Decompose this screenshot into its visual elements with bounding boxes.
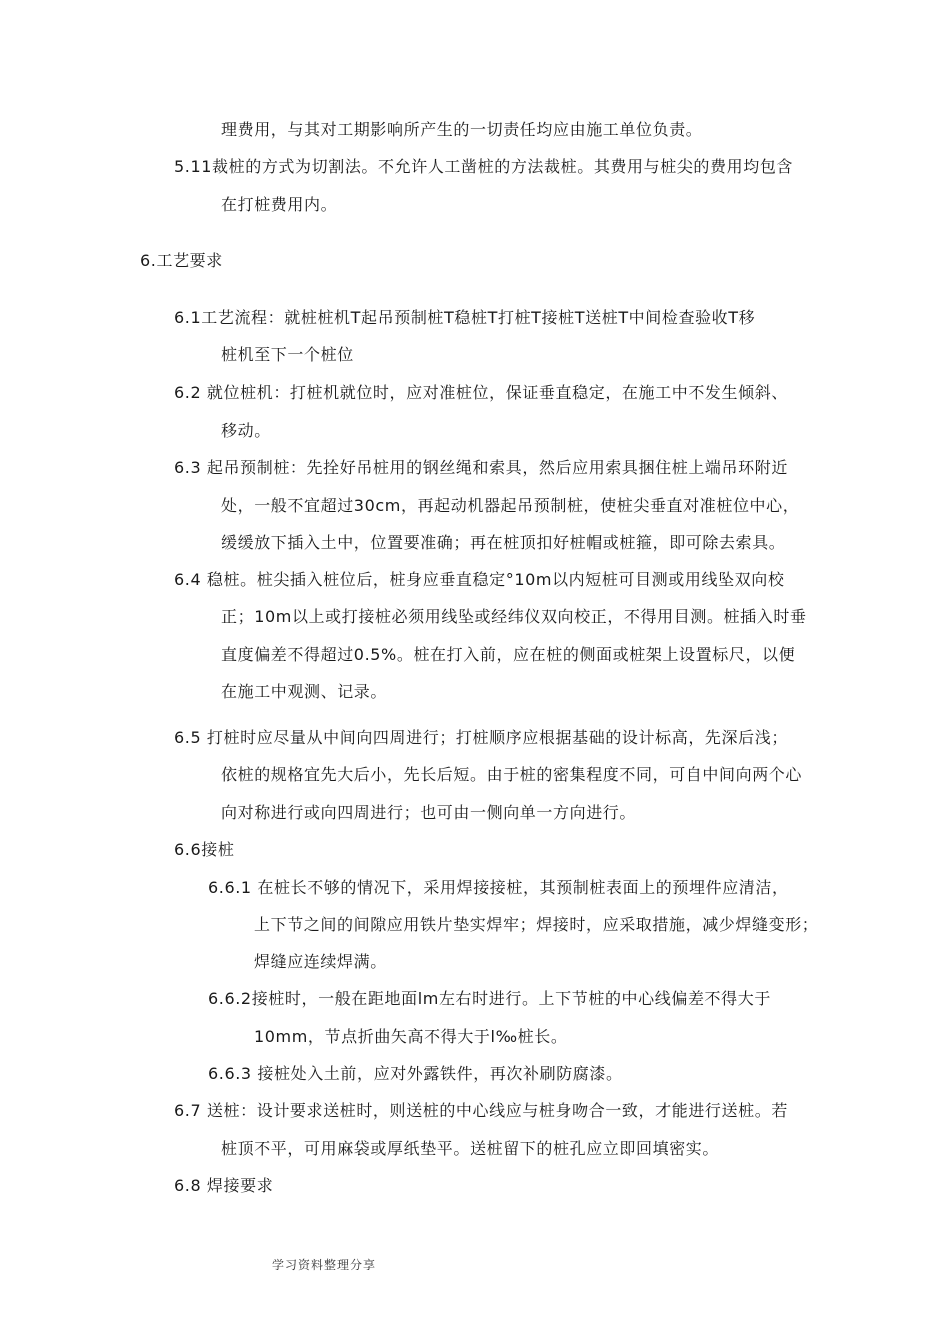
text-line: 6.5 打桩时应尽量从中间向四周进行；打桩顺序应根据基础的设计标高，先深后浅； [174,728,788,747]
text-line: 6.7 送桩：设计要求送桩时，则送桩的中心线应与桩身吻合一致，才能进行送桩。若 [174,1101,788,1120]
text-line: 移动。 [221,421,271,440]
text-line: 在打桩费用内。 [221,195,338,214]
subsection-heading: 6.6接桩 [174,840,235,859]
text-line: 正；10m以上或打接桩必须用线坠或经纬仪双向校正，不得用目测。桩插入时垂 [221,607,807,626]
text-line: 在施工中观测、记录。 [221,682,388,701]
section-heading: 6.工艺要求 [140,251,223,270]
text-line: 桩机至下一个桩位 [221,345,354,364]
text-line: 6.6.1 在桩长不够的情况下，采用焊接接桩，其预制桩表面上的预埋件应清洁， [208,878,789,897]
page-footer: 学习资料整理分享 [272,1258,377,1272]
text-line: 焊缝应连续焊满。 [254,952,387,971]
text-line: 6.2 就位桩机：打桩机就位时，应对准桩位，保证垂直稳定，在施工中不发生倾斜、 [174,383,788,402]
text-line: 6.8 焊接要求 [174,1176,274,1195]
text-line: 向对称进行或向四周进行；也可由一侧向单一方向进行。 [221,803,637,822]
text-line: 上下节之间的间隙应用铁片垫实焊牢；焊接时，应采取措施，减少焊缝变形； [254,915,819,934]
text-line: 6.6.3 接桩处入土前，应对外露铁件，再次补刷防腐漆。 [208,1064,623,1083]
text-line: 缓缓放下插入土中，位置要准确；再在桩顶扣好桩帽或桩箍，即可除去索具。 [221,533,786,552]
text-line: 桩顶不平，可用麻袋或厚纸垫平。送桩留下的桩孔应立即回填密实。 [221,1139,720,1158]
text-line: 6.3 起吊预制桩：先拴好吊桩用的钢丝绳和索具，然后应用索具捆住桩上端吊环附近 [174,458,788,477]
text-line: 6.6.2接桩时，一般在距地面lm左右时进行。上下节桩的中心线偏差不得大于 [208,989,771,1008]
text-line: 处，一般不宜超过30cm，再起动机器起吊预制桩，使桩尖垂直对准桩位中心， [221,496,800,515]
text-line: 依桩的规格宜先大后小，先长后短。由于桩的密集程度不同，可自中间向两个心 [221,765,803,784]
text-line: 5.11裁桩的方式为切割法。不允许人工凿桩的方法裁桩。其费用与桩尖的费用均包含 [174,157,794,176]
text-line: 6.1工艺流程：就桩桩机T起吊预制桩T稳桩T打桩T接桩T送桩T中间检查验收T移 [174,308,756,327]
text-line: 直度偏差不得超过0.5%。桩在打入前，应在桩的侧面或桩架上设置标尺，以便 [221,645,796,664]
text-line: 10mm，节点折曲矢高不得大于l‰桩长。 [254,1027,568,1046]
text-line: 理费用，与其对工期影响所产生的一切责任均应由施工单位负责。 [221,120,703,139]
text-line: 6.4 稳桩。桩尖插入桩位后，桩身应垂直稳定°10m以内短桩可目测或用线坠双向校 [174,570,785,589]
